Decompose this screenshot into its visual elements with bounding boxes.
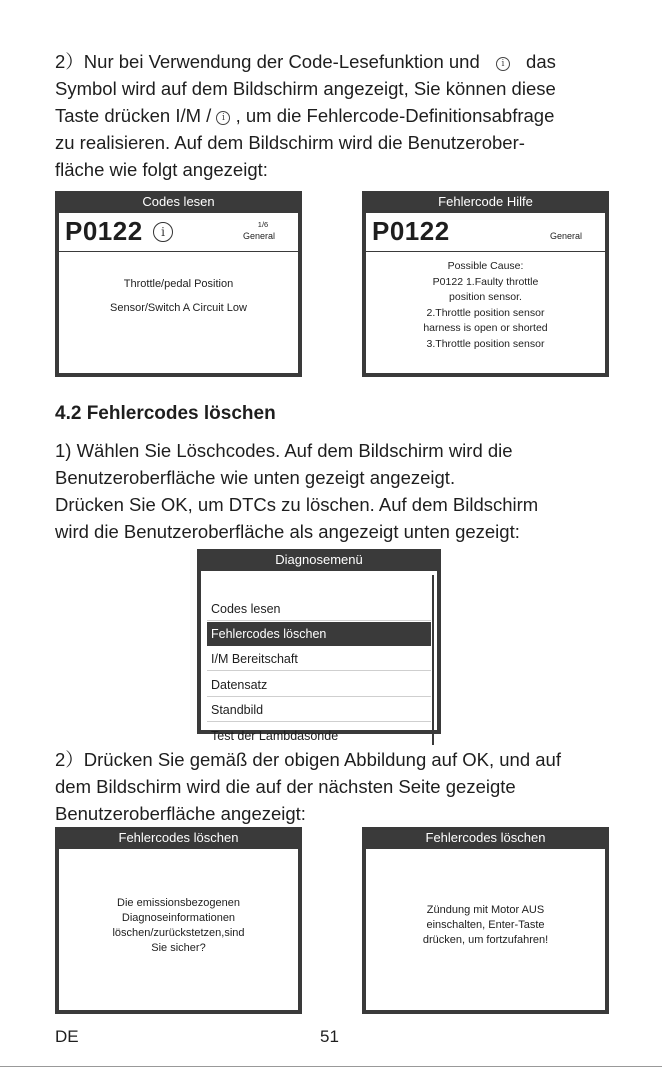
step2-paragraph: 2）Drücken Sie gemäß der obigen Abbildung auf OK, und auf dem Bildschirm wird die auf der nächsten Seite gezeigte Benutzeroberfläche angezeigt: — [55, 749, 561, 824]
menu-item-im-bereitschaft[interactable]: I/M Bereitschaft — [207, 647, 431, 671]
intro-paragraph — [55, 48, 615, 183]
screen-body — [366, 849, 605, 1010]
code-category: General — [550, 231, 583, 241]
page-number: 51 — [320, 1027, 339, 1046]
screen-title: Fehlercodes löschen — [425, 830, 546, 845]
code-row — [366, 213, 605, 252]
screen-fehlercode-hilfe — [362, 191, 609, 377]
code-row — [59, 213, 298, 252]
section-paragraph: 1) Wählen Sie Löschcodes. Auf dem Bildschirm wird die Benutzeroberfläche wie unten gezeigt angezeigt. Drücken Sie OK, um DTCs zu löschen. Auf dem Bildschirm wird die Benutzeroberfläche als angezeigt unten gezeigt: — [55, 440, 539, 542]
screen-title: Fehlercode Hilfe — [438, 194, 533, 209]
intro-line-5: fläche wie folgt angezeigt: — [55, 159, 268, 180]
code-category: General — [243, 231, 276, 241]
dtc-code: P0122 — [372, 216, 450, 246]
dtc-description-line-2: Sensor/Switch A Circuit Low — [110, 302, 247, 314]
menu-item-codes-lesen[interactable]: Codes lesen — [207, 597, 431, 621]
screen-body — [59, 213, 298, 373]
code-counter: 1/6 — [257, 220, 269, 229]
screen-body — [59, 849, 298, 1010]
screen-clear-confirm — [55, 827, 302, 1014]
possible-cause-text: Possible Cause: P0122 1.Faulty throttle position sensor. 2.Throttle position sensor harness is open or shorted 3.Throttle position sensor — [423, 260, 548, 350]
intro-line-1: 2）Nur bei Verwendung der Code-Lesefunktion und i das — [55, 51, 556, 72]
menu-item-datensatz[interactable]: Datensatz — [207, 673, 431, 697]
screen-title: Diagnosemenü — [275, 552, 363, 567]
screen-codes-lesen — [55, 191, 302, 377]
screen-body — [366, 213, 605, 373]
info-icon: i — [216, 111, 230, 125]
dtc-description-line-1: Throttle/pedal Position — [123, 278, 234, 290]
screen-title: Fehlercodes löschen — [118, 830, 239, 845]
intro-line-3: Taste drücken I/M / i , um die Fehlercode-Definitionsabfrage — [55, 105, 555, 126]
crop-line — [0, 1066, 662, 1067]
menu-list — [201, 571, 437, 743]
intro-line-2: Symbol wird auf dem Bildschirm angezeigt, Sie können diese — [55, 78, 556, 99]
section-heading: 4.2 Fehlercodes löschen — [55, 403, 276, 424]
info-icon: i — [496, 57, 510, 71]
menu-item-lambdasonde-test[interactable]: Test der Lambdasonde — [211, 729, 339, 743]
footer-language: DE — [55, 1027, 79, 1046]
screen-clear-ignition — [362, 827, 609, 1014]
info-icon: i — [153, 222, 173, 242]
intro-line-4: zu realisieren. Auf dem Bildschirm wird die Benutzerober- — [55, 132, 525, 153]
menu-item-fehlercodes-loeschen[interactable]: Fehlercodes löschen — [207, 622, 431, 646]
screen-diagnosemenu — [197, 549, 441, 743]
screen-title: Codes lesen — [142, 194, 215, 209]
confirm-message: Die emissionsbezogenen Diagnoseinformationen löschen/zurückstetzen,sind Sie sicher? — [112, 897, 245, 954]
ignition-message: Zündung mit Motor AUS einschalten, Enter-Taste drücken, um fortzufahren! — [422, 904, 549, 946]
menu-item-standbild[interactable]: Standbild — [207, 698, 431, 722]
menu-scrollbar[interactable] — [432, 575, 434, 745]
dtc-code: P0122 — [65, 216, 143, 246]
